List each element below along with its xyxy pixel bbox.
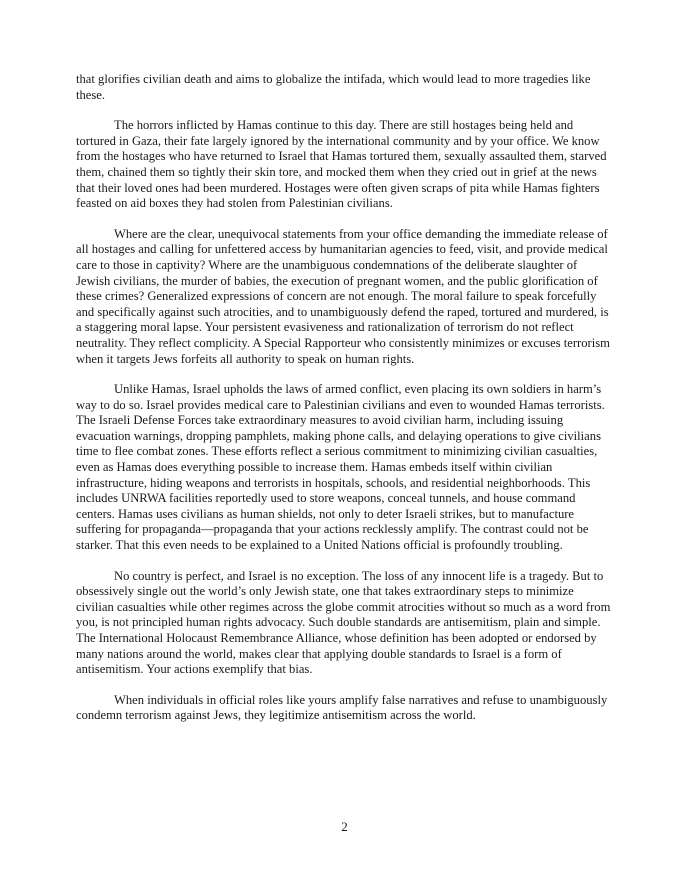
paragraph-statements: Where are the clear, unequivocal statements from your office demanding the immediate release of all hostages and calling for unfettered access by humanitarian agencies to feed, visit, and provide medical care to those in captivity? Where are the unambiguous condemnations of the deliberate slaughter of Jewish civilians, the murder of babies, the execution of pregnant women, and the public glorification of these crimes? Generalized expressions of concern are not enough. The moral failure to speak forcefully and specifically against such atrocities, and to unambiguously defend the raped, tortured and murdered, is a staggering moral lapse. Your persistent evasiveness and rationalization of terrorism do not reflect neutrality. They reflect complicity. A Special Rapporteur who consistently minimizes or excuses terrorism when it targets Jews forfeits all authority to speak on human rights. [76, 226, 610, 366]
paragraph-israel-conduct: Unlike Hamas, Israel upholds the laws of armed conflict, even placing its own soldiers in harm’s way to do so. Israel provides medical care to Palestinian civilians and even to wounded Hamas terrorists. The Israeli Defense Forces take extraordinary measures to avoid civilian harm, including issuing evacuation warnings, dropping pamphlets, making phone calls, and delaying operations to give civilians time to flee combat zones. These efforts reflect a serious commitment to minimizing civilian casualties, even as Hamas does everything possible to increase them. Hamas embeds itself within civilian infrastructure, hiding weapons and terrorists in hospitals, schools, and residential neighborhoods. This includes UNRWA facilities reportedly used to store weapons, conceal tunnels, and house command centers. Hamas uses civilians as human shields, not only to deter Israeli strikes, but to manufacture suffering for propaganda—propaganda that your actions recklessly amplify. The contrast could not be starker. That this even needs to be explained to a United Nations official is profoundly troubling. [76, 382, 605, 553]
paragraph-conclusion: When individuals in official roles like yours amplify false narratives and refuse to unambiguously condemn terrorism against Jews, they legitimize antisemitism across the world. [76, 692, 608, 723]
paragraph-continuation: that glorifies civilian death and aims to globalize the intifada, which would lead to more tragedies like these. [76, 72, 591, 102]
letter-body [76, 72, 612, 739]
page-number: 2 [341, 819, 348, 834]
paragraph-double-standards: No country is perfect, and Israel is no exception. The loss of any innocent life is a tragedy. But to obsessively single out the world’s only Jewish state, one that takes extraordinary steps to minimize civilian casualties while other regimes across the globe commit atrocities without so much as a word from you, is not principled human rights advocacy. Such double standards are antisemitism, plain and simple. The International Holocaust Remembrance Alliance, whose definition has been adopted or endorsed by many nations around the world, makes clear that applying double standards to Israel is a form of antisemitism. Your actions exemplify that bias. [76, 568, 611, 677]
paragraph-hostages: The horrors inflicted by Hamas continue to this day. There are still hostages being held and tortured in Gaza, their fate largely ignored by the international community and by your office. We know from the hostages who have returned to Israel that Hamas tortured them, sexually assaulted them, starved them, chained them so tightly their skin tore, and mocked them when they cried out in grief at the news that their loved ones had been murdered. Hostages were often given scraps of pita while Hamas fighters feasted on aid boxes they had stolen from Palestinian civilians. [76, 118, 607, 211]
